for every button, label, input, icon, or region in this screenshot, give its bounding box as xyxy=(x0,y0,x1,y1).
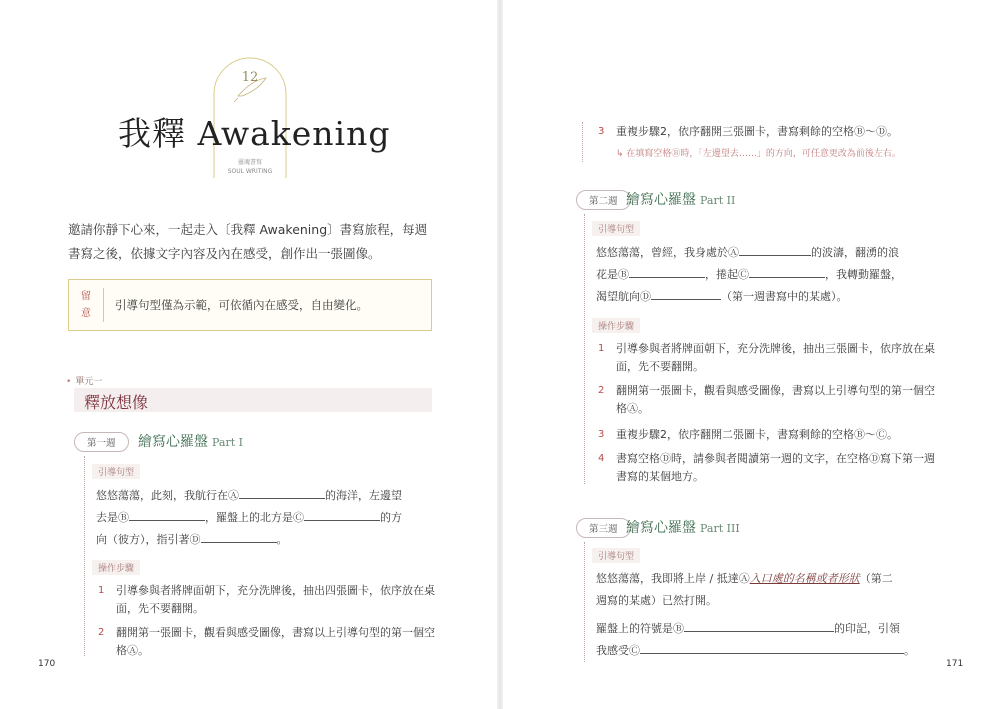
step-item xyxy=(98,624,442,660)
emblem-subtitle-zh: 靈魂書寫 xyxy=(237,159,262,166)
week-heading-zh: 繪寫心羅盤 xyxy=(626,520,696,536)
week-heading-en: Part III xyxy=(700,522,740,535)
steps-tag: 操作步驟 xyxy=(592,318,640,333)
step-item xyxy=(598,340,944,376)
week-pill: 第三週 xyxy=(576,518,631,538)
guide-tag: 引導句型 xyxy=(92,464,140,479)
step-item xyxy=(98,582,442,618)
step-text: 重複步驟2，依序翻開二張圖卡，書寫剩餘的空格Ⓑ～Ⓒ。 xyxy=(616,428,898,441)
page-number-left: 170 xyxy=(38,659,56,669)
guide-tag: 引導句型 xyxy=(592,221,640,236)
step-item xyxy=(598,123,958,141)
step-number: 3 xyxy=(598,429,605,440)
step-text: 引導參與者將牌面朝下，充分洗牌後，抽出三張圖卡，依序放在桌面，先不要翻開。 xyxy=(616,342,935,373)
chapter-title: 我釋 Awakening xyxy=(118,114,391,153)
guide-prompt xyxy=(596,568,946,662)
step-number: 1 xyxy=(598,343,605,354)
emblem-subtitle-en: SOUL WRITING xyxy=(227,168,273,175)
week-heading-zh: 繪寫心羅盤 xyxy=(138,434,208,450)
right-page xyxy=(500,0,1000,709)
unit-label: • 單元一 xyxy=(66,374,102,387)
notice-tag: 留意 xyxy=(81,291,91,319)
notice-divider xyxy=(103,288,104,322)
section-dotline xyxy=(584,214,585,484)
chapter-number: 12 xyxy=(241,70,259,85)
blank-b[interactable] xyxy=(684,620,834,632)
prompt-line-1: 悠悠蕩蕩，曾經，我身處於Ⓐ 的波濤，翻湧的浪 xyxy=(596,246,899,259)
prompt-line-2: 週寫的某處）已然打開。 xyxy=(596,594,717,607)
prompt-line-3: 羅盤上的符號是Ⓑ 的印記，引領 xyxy=(596,622,900,635)
prompt-line-3: 渴望航向Ⓓ （第一週書寫中的某處）。 xyxy=(596,290,848,303)
blank-b[interactable] xyxy=(629,266,705,278)
prompt-line-1: 悠悠蕩蕩，此刻，我航行在Ⓐ 的海洋，左邊望 xyxy=(96,489,402,502)
step-number: 1 xyxy=(98,585,105,596)
prompt-line-2: 去是Ⓑ ，羅盤上的北方是Ⓒ 的方 xyxy=(96,511,402,524)
blank-c[interactable] xyxy=(304,509,380,521)
step-text: 翻開第一張圖卡，觀看與感受圖像，書寫以上引導句型的第一個空格Ⓐ。 xyxy=(616,384,935,415)
prompt-line-2: 花是Ⓑ ，捲起Ⓒ ，我轉動羅盤， xyxy=(596,268,902,281)
guide-prompt xyxy=(96,485,442,551)
emblem-subtitle xyxy=(214,158,286,176)
section-dotline xyxy=(582,122,583,162)
steps-tag: 操作步驟 xyxy=(92,560,140,575)
tip-note: ↳ 在填寫空格Ⓑ時，「左邊望去……」的方向，可任意更改為前後左右。 xyxy=(616,149,901,159)
section-dotline xyxy=(584,542,585,662)
section-dotline xyxy=(84,456,85,656)
step-item xyxy=(598,450,944,486)
guide-prompt xyxy=(596,242,946,308)
week-heading-zh: 繪寫心羅盤 xyxy=(626,192,696,208)
unit-title: 釋放想像 xyxy=(74,388,432,412)
blank-a[interactable] xyxy=(739,244,811,256)
notice-text: 引導句型僅為示範，可依循內在感受，自由變化。 xyxy=(115,298,368,312)
step-text: 重複步驟2，依序翻開三張圖卡，書寫剩餘的空格Ⓑ～Ⓓ。 xyxy=(616,125,898,138)
step-number: 3 xyxy=(598,126,605,137)
step-text: 書寫空格Ⓓ時，請參與者閱讀第一週的文字，在空格Ⓓ寫下第一週書寫的某個地方。 xyxy=(616,452,935,483)
week-pill: 第二週 xyxy=(576,190,631,210)
blank-c[interactable] xyxy=(749,266,825,278)
week-heading xyxy=(138,431,243,451)
step-number: 4 xyxy=(598,453,605,464)
italic-hint: 入口處的名稱或者形狀 xyxy=(749,572,860,585)
blank-d[interactable] xyxy=(201,531,277,543)
step-item xyxy=(598,426,944,444)
week-heading-en: Part I xyxy=(212,436,243,449)
blank-b[interactable] xyxy=(129,509,205,521)
guide-tag: 引導句型 xyxy=(592,548,640,563)
prompt-line-3: 向（彼方），指引著Ⓓ 。 xyxy=(96,533,288,546)
step-text: 引導參與者將牌面朝下，充分洗牌後，抽出四張圖卡，依序放在桌面，先不要翻開。 xyxy=(116,584,435,615)
week-pill: 第一週 xyxy=(74,432,129,452)
notice-box xyxy=(68,279,432,331)
step-number: 2 xyxy=(598,385,605,396)
step-number: 2 xyxy=(98,627,105,638)
prompt-line-4: 我感受Ⓒ 。 xyxy=(596,644,915,657)
step-text: 翻開第一張圖卡，觀看與感受圖像，書寫以上引導句型的第一個空格Ⓐ。 xyxy=(116,626,435,657)
prompt-line-1: 悠悠蕩蕩，我即將上岸 / 抵達Ⓐ入口處的名稱或者形狀（第二 xyxy=(596,572,893,585)
blank-a[interactable] xyxy=(239,487,325,499)
week-heading xyxy=(626,517,740,537)
page-number-right: 171 xyxy=(946,659,964,669)
blank-c[interactable] xyxy=(640,642,904,654)
step-item xyxy=(598,382,944,418)
intro-paragraph: 邀請你靜下心來，一起走入〔我釋 Awakening〕書寫旅程，每週書寫之後，依據文字內容及內在感受，創作出一張圖像。 xyxy=(68,222,428,261)
blank-d[interactable] xyxy=(651,288,721,300)
week-heading xyxy=(626,189,735,209)
week-heading-en: Part II xyxy=(700,194,736,207)
